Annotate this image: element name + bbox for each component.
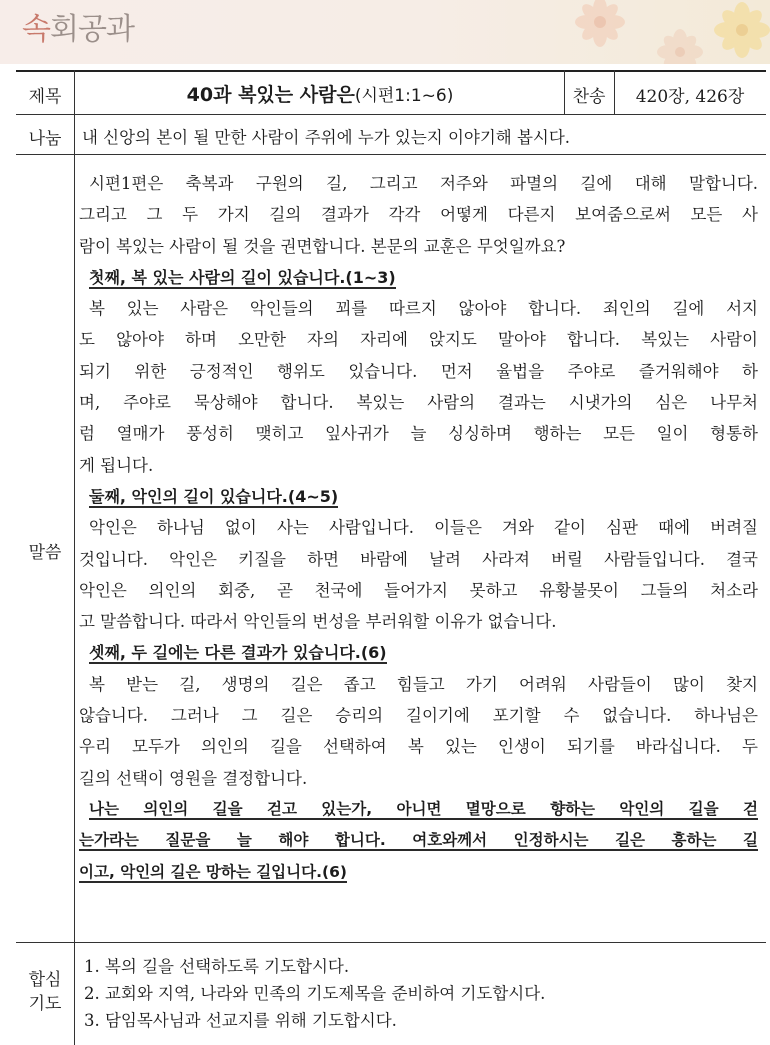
body-line: 람이 복있는 사람이 될 것을 권면합니다. 본문의 교훈은 무엇일까요? bbox=[79, 236, 566, 256]
share-label: 나눔 bbox=[28, 129, 62, 149]
lesson-sheet bbox=[16, 70, 766, 1045]
point1-heading bbox=[79, 262, 758, 293]
conclusion-line bbox=[79, 857, 758, 888]
body-line: 게 됩니다. bbox=[79, 455, 154, 475]
page-header bbox=[0, 0, 770, 64]
table-top-border bbox=[16, 70, 766, 72]
conclusion-text: 이고, 악인의 길은 망하는 길입니다.(6) bbox=[79, 862, 347, 881]
conclusion-text: 나는 의인의 길을 걷고 있는가, 아니면 멸망으로 향하는 악인의 길을 걷 bbox=[89, 799, 758, 818]
flower-decoration-icon bbox=[520, 0, 770, 64]
word-body bbox=[79, 168, 758, 888]
point3-heading bbox=[79, 637, 758, 668]
body-line: 것입니다. 악인은 키질을 하면 바람에 날려 사라져 버릴 사람들입니다. 결국 bbox=[79, 549, 758, 569]
body-line: 럼 열매가 풍성히 맺히고 잎사귀가 늘 싱싱하며 행하는 모든 일이 형통하 bbox=[79, 424, 758, 444]
point2-heading-text: 둘째, 악인의 길이 있습니다.(4~5) bbox=[89, 486, 339, 506]
body-line: 길의 선택이 영원을 결정합니다. bbox=[79, 768, 308, 788]
lesson-title-main: 40과 복있는 사람은 bbox=[186, 84, 355, 106]
label-column-divider bbox=[74, 70, 75, 1045]
body-line: 복 받는 길, 생명의 길은 좁고 힘들고 가기 어려워 사람들이 많이 찾지 bbox=[89, 674, 758, 694]
body-line: 시편1편은 축복과 구원의 길, 그리고 저주와 파멸의 길에 대해 말합니다. bbox=[89, 174, 758, 193]
prayer-list bbox=[84, 953, 758, 1034]
body-line: 도 않아야 하며 오만한 자의 자리에 앉지도 말아야 합니다. 복있는 사람이 bbox=[79, 330, 758, 350]
body-line: 악인은 하나님 없이 사는 사람입니다. 이들은 겨와 같이 심판 때에 버려질 bbox=[89, 518, 758, 538]
body-line: 않습니다. 그러나 그 길은 승리의 길이기에 포기할 수 없습니다. 하나님은 bbox=[79, 706, 758, 726]
hymn-label: 찬송 bbox=[572, 87, 606, 107]
hymn-numbers: 420장, 426장 bbox=[635, 87, 745, 107]
prayer-item: 2. 교회와 지역, 나라와 민족의 기도제목을 준비하여 기도합시다. bbox=[84, 984, 546, 1003]
body-line: 되기 위한 긍정적인 행위도 있습니다. 먼저 율법을 주야로 즐거워해야 하 bbox=[79, 361, 758, 381]
body-line: 우리 모두가 의인의 길을 선택하여 복 있는 인생이 되기를 바라십니다. 두 bbox=[79, 737, 758, 757]
section-title-first-char: 속 bbox=[22, 12, 50, 47]
prayer-label-line2: 기도 bbox=[28, 994, 62, 1014]
word-label: 말씀 bbox=[28, 543, 62, 563]
prayer-label bbox=[16, 968, 74, 1016]
section-title-rest: 회공과 bbox=[49, 12, 134, 47]
row-divider bbox=[16, 154, 766, 155]
body-line: 며, 주야로 묵상해야 합니다. 복있는 사람의 결과는 시냇가의 심은 나무처 bbox=[79, 393, 758, 413]
point3-heading-text: 셋째, 두 길에는 다른 결과가 있습니다.(6) bbox=[89, 643, 387, 663]
body-line: 악인은 의인의 회중, 곧 천국에 들어가지 못하고 유황불못이 그들의 처소라 bbox=[79, 580, 758, 600]
prayer-item: 3. 담임목사님과 선교지를 위해 기도합시다. bbox=[84, 1011, 397, 1030]
body-line: 그리고 그 두 가지 길의 결과가 각각 어떻게 다른지 보여줌으로써 모든 사 bbox=[79, 205, 758, 225]
row-divider bbox=[16, 942, 766, 943]
conclusion-text: 는가라는 질문을 늘 해야 합니다. 여호와께서 인정하시는 길은 흥하는 길 bbox=[79, 831, 758, 850]
point2-heading bbox=[79, 481, 758, 512]
body-line: 고 말씀합니다. 따라서 악인들의 번성을 부러워할 이유가 없습니다. bbox=[79, 612, 557, 632]
section-title bbox=[22, 4, 134, 48]
row-divider bbox=[16, 114, 766, 115]
lesson-title bbox=[74, 80, 566, 107]
body-line: 복 있는 사람은 악인들의 꾀를 따르지 않아야 합니다. 죄인의 길에 서지 bbox=[89, 299, 758, 319]
lesson-scripture: (시편1:1~6) bbox=[354, 86, 454, 106]
prayer-item: 1. 복의 길을 선택하도록 기도합시다. bbox=[84, 957, 350, 976]
point1-heading-text: 첫째, 복 있는 사람의 길이 있습니다.(1~3) bbox=[89, 267, 396, 287]
conclusion-line bbox=[79, 825, 758, 856]
conclusion-line bbox=[79, 794, 758, 825]
share-question: 내 신앙의 본이 될 만한 사람이 주위에 누가 있는지 이야기해 봅시다. bbox=[82, 128, 571, 147]
title-label: 제목 bbox=[28, 87, 62, 107]
prayer-label-line1: 합심 bbox=[28, 970, 62, 990]
